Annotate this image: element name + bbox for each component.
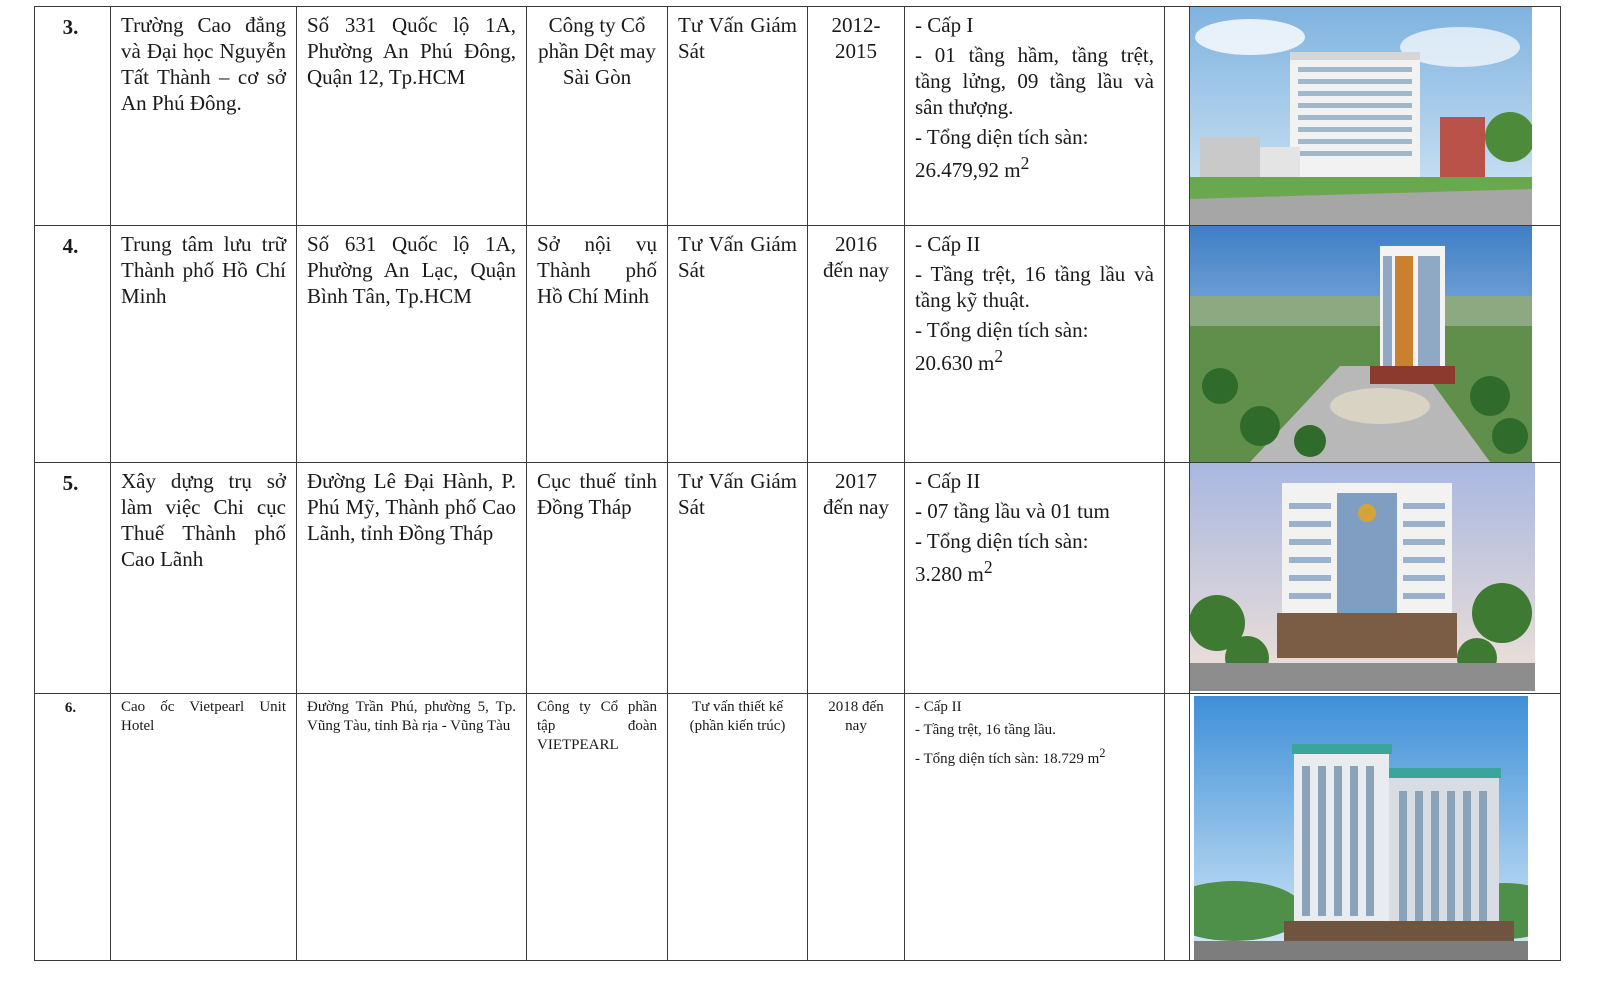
scale-area-unit-sup: 2 xyxy=(983,557,993,577)
period-cell xyxy=(808,694,905,961)
scale-cell xyxy=(905,226,1165,463)
project-address: Đường Trần Phú, phường 5, Tp. Vũng Tàu, tỉnh Bà rịa - Vũng Tàu xyxy=(307,699,516,734)
role-cell xyxy=(668,463,808,694)
owner-cell xyxy=(527,7,668,226)
scale-area-value: 20.630 m xyxy=(915,351,995,375)
row-number: 3. xyxy=(62,15,79,39)
project-name: Trung tâm lưu trữ Thành phố Hồ Chí Minh xyxy=(121,232,286,308)
period-cell xyxy=(808,463,905,694)
scale-area-label: - Tổng diện tích sàn: xyxy=(915,125,1089,149)
project-role: Tư Vấn Giám Sát xyxy=(678,13,797,63)
project-address: Số 331 Quốc lộ 1A, Phường An Phú Đông, Quận 12, Tp.HCM xyxy=(307,13,516,89)
scale-grade: - Cấp I xyxy=(915,13,974,37)
owner-cell xyxy=(527,463,668,694)
scale-area xyxy=(915,744,1154,769)
address-cell xyxy=(297,7,527,226)
scale-cell xyxy=(905,7,1165,226)
spacer-cell xyxy=(1165,7,1190,226)
scale-floors: - Tầng trệt, 16 tầng lầu. xyxy=(915,722,1056,738)
building-render-an-phu-dong xyxy=(1190,7,1532,225)
project-name-cell xyxy=(111,226,297,463)
scale-area-label: - Tổng diện tích sàn: xyxy=(915,529,1089,553)
image-cell xyxy=(1190,463,1561,694)
scale-area-label: - Tổng diện tích sàn: 18.729 m xyxy=(915,751,1100,767)
scale-area-unit-sup: 2 xyxy=(994,346,1004,366)
project-name-cell xyxy=(111,7,297,226)
scale-floors: - Tầng trệt, 16 tầng lầu và tầng kỹ thuật. xyxy=(915,262,1154,312)
role-cell xyxy=(668,7,808,226)
project-period: 2012-2015 xyxy=(831,13,881,63)
table-row xyxy=(35,226,1561,463)
scale-grade: - Cấp II xyxy=(915,699,962,715)
project-role: Tư vấn thiết kế (phần kiến trúc) xyxy=(689,699,786,734)
project-table xyxy=(34,6,1561,961)
row-number-cell xyxy=(35,226,111,463)
role-cell xyxy=(668,226,808,463)
row-number-cell xyxy=(35,694,111,961)
scale-cell xyxy=(905,463,1165,694)
project-scale xyxy=(905,463,1164,587)
spacer-cell xyxy=(1165,226,1190,463)
project-scale xyxy=(905,694,1164,769)
scale-area-value: 3.280 m xyxy=(915,562,984,586)
scale-area-unit-sup: 2 xyxy=(1020,153,1030,173)
address-cell xyxy=(297,226,527,463)
period-cell xyxy=(808,7,905,226)
address-cell xyxy=(297,463,527,694)
scale-area xyxy=(915,528,1154,587)
project-role: Tư Vấn Giám Sát xyxy=(678,232,797,282)
owner-cell xyxy=(527,226,668,463)
project-owner: Công ty Cổ phần tập đoàn VIETPEARL xyxy=(537,699,657,753)
row-number-cell xyxy=(35,463,111,694)
building-render-tax-office xyxy=(1190,463,1536,691)
project-owner: Công ty Cổ phần Dệt may Sài Gòn xyxy=(538,13,656,89)
spacer-cell xyxy=(1165,694,1190,961)
table-row xyxy=(35,7,1561,226)
scale-cell xyxy=(905,694,1165,961)
project-owner: Sở nội vụ Thành phố Hồ Chí Minh xyxy=(537,232,657,308)
project-name-cell xyxy=(111,463,297,694)
row-number: 4. xyxy=(62,234,79,258)
spacer-cell xyxy=(1165,463,1190,694)
project-scale xyxy=(905,7,1164,183)
scale-grade: - Cấp II xyxy=(915,232,981,256)
image-cell xyxy=(1190,226,1561,463)
project-period: 2016 đến nay xyxy=(823,232,889,282)
project-address: Số 631 Quốc lộ 1A, Phường An Lạc, Quận Bình Tân, Tp.HCM xyxy=(307,232,516,308)
scale-area xyxy=(915,124,1154,183)
period-cell xyxy=(808,226,905,463)
building-render-vietpearl-hotel xyxy=(1194,696,1528,960)
row-number: 6. xyxy=(64,700,77,716)
project-period: 2017 đến nay xyxy=(823,469,889,519)
building-render-archive-center xyxy=(1190,226,1532,462)
table-row xyxy=(35,463,1561,694)
project-scale xyxy=(905,226,1164,376)
role-cell xyxy=(668,694,808,961)
address-cell xyxy=(297,694,527,961)
project-address: Đường Lê Đại Hành, P. Phú Mỹ, Thành phố Cao Lãnh, tỉnh Đồng Tháp xyxy=(307,469,516,545)
scale-area xyxy=(915,317,1154,376)
scale-floors: - 07 tầng lầu và 01 tum xyxy=(915,499,1110,523)
project-owner: Cục thuế tỉnh Đồng Tháp xyxy=(537,469,657,519)
scale-area-label: - Tổng diện tích sàn: xyxy=(915,318,1089,342)
scale-grade: - Cấp II xyxy=(915,469,981,493)
owner-cell xyxy=(527,694,668,961)
project-name: Xây dựng trụ sở làm việc Chi cục Thuế Thành phố Cao Lãnh xyxy=(121,469,286,571)
project-name: Cao ốc Vietpearl Unit Hotel xyxy=(121,699,286,734)
scale-floors: - 01 tầng hầm, tầng trệt, tầng lửng, 09 tầng lầu và sân thượng. xyxy=(915,43,1154,119)
table-row xyxy=(35,694,1561,961)
project-name-cell xyxy=(111,694,297,961)
image-cell xyxy=(1190,694,1561,961)
row-number: 5. xyxy=(62,471,79,495)
project-role: Tư Vấn Giám Sát xyxy=(678,469,797,519)
scale-area-unit-sup: 2 xyxy=(1099,746,1106,760)
scale-area-value: 26.479,92 m xyxy=(915,158,1021,182)
row-number-cell xyxy=(35,7,111,226)
project-name: Trường Cao đẳng và Đại học Nguyễn Tất Thành – cơ sở An Phú Đông. xyxy=(121,13,286,115)
image-cell xyxy=(1190,7,1561,226)
project-period: 2018 đến nay xyxy=(828,699,884,734)
